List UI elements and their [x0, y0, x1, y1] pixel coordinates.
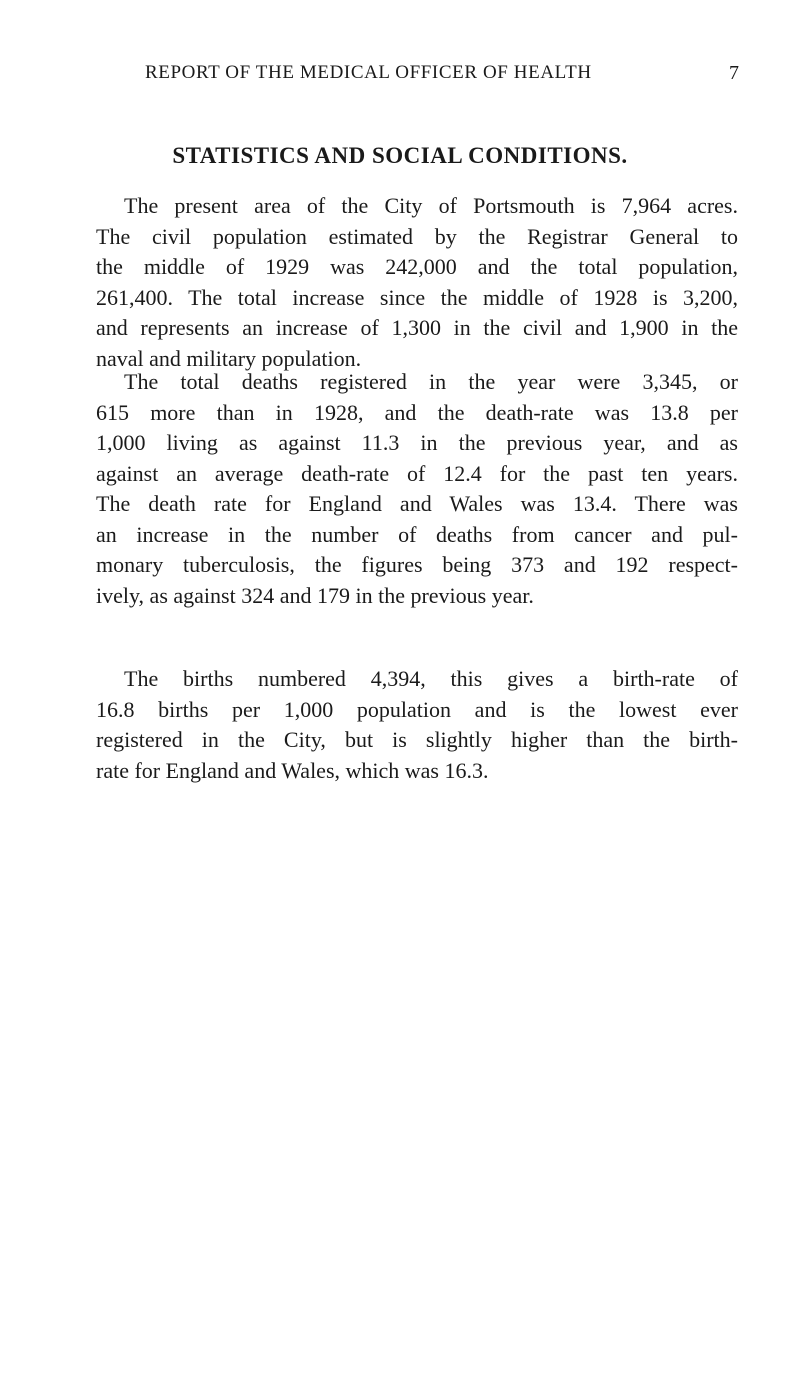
paragraph-line: The total deaths registered in the year were 3,345, or: [124, 369, 738, 394]
paragraph-line: The death rate for England and Wales was 13.4. There was: [96, 491, 738, 516]
paragraph-line: registered in the City, but is slightly higher than the birth-: [96, 727, 738, 752]
paragraph-deaths: [96, 367, 738, 611]
paragraph-line: ively, as against 324 and 179 in the previous year.: [96, 582, 534, 608]
paragraph-line: an increase in the number of deaths from cancer and pul-: [96, 521, 738, 547]
paragraph-line: 261,400. The total increase since the middle of 1928 is 3,200,: [96, 284, 738, 310]
paragraph-line: and represents an increase of 1,300 in the civil and 1,900 in the: [96, 315, 738, 340]
paragraph-line: The births numbered 4,394, this gives a birth-rate of: [124, 666, 738, 691]
paragraph-line: rate for England and Wales, which was 16.3.: [96, 757, 489, 783]
running-title: REPORT OF THE MEDICAL OFFICER OF HEALTH: [145, 62, 592, 83]
paragraph-line: The civil population estimated by the Registrar General to: [96, 223, 738, 249]
paragraph-line: the middle of 1929 was 242,000 and the total population,: [96, 254, 738, 279]
paragraph-line: The present area of the City of Portsmouth is 7,964 acres.: [124, 193, 738, 218]
page-number: 7: [729, 62, 739, 84]
paragraph-line: monary tuberculosis, the figures being 373 and 192 respect-: [96, 552, 738, 577]
paragraph-line: 1,000 living as against 11.3 in the previous year, and as: [96, 430, 738, 455]
paragraph-births: [96, 664, 738, 786]
section-title: STATISTICS AND SOCIAL CONDITIONS.: [172, 143, 628, 168]
paragraph-line: 615 more than in 1928, and the death-rate was 13.8 per: [96, 399, 738, 425]
paragraph-line: naval and military population.: [96, 345, 362, 371]
paragraph-line: 16.8 births per 1,000 population and is the lowest ever: [96, 696, 738, 722]
paragraph-line: against an average death-rate of 12.4 for the past ten years.: [96, 460, 738, 486]
running-header: [145, 61, 739, 85]
paragraph-area-population: [96, 191, 738, 374]
